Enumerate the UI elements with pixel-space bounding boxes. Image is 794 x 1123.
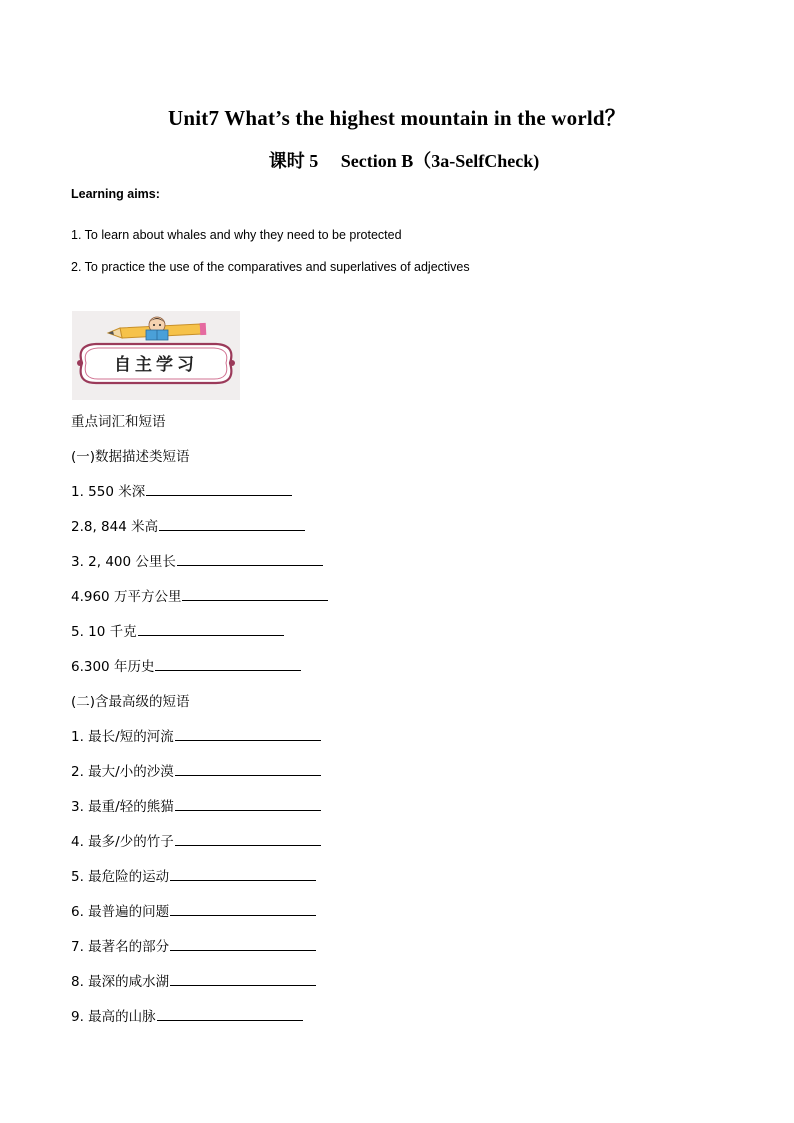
fill-in-prompt: 3. 2, 400 公里长 [71,554,176,570]
page-title: Unit7 What’s the highest mountain in the world？ [167,106,627,130]
answer-blank[interactable] [157,1007,303,1021]
answer-blank[interactable] [175,762,321,776]
fill-in-prompt: 2. 最大/小的沙漠 [71,764,174,780]
answer-blank[interactable] [146,482,292,496]
answer-blank[interactable] [182,587,328,601]
fill-in-item [71,867,316,887]
fill-in-prompt: 1. 最长/短的河流 [71,729,174,745]
fill-in-item [71,622,284,642]
answer-blank[interactable] [170,902,316,916]
fill-in-item [71,1007,303,1027]
fill-in-item [71,937,316,957]
fill-in-prompt: 4. 最多/少的竹子 [71,834,174,850]
fill-in-item [71,552,323,572]
learning-aim-item: 2. To practice the use of the comparatives and superlatives of adjectives [71,260,470,274]
fill-in-prompt: 6. 最普遍的问题 [71,904,170,920]
fill-in-item [71,482,292,502]
part1-heading: (一)数据描述类短语 [71,449,190,465]
answer-blank[interactable] [159,517,305,531]
answer-blank[interactable] [175,797,321,811]
fill-in-item [71,727,321,747]
self-study-banner-graphic [72,311,240,400]
fill-in-item [71,972,316,992]
fill-in-prompt: 6.300 年历史 [71,659,155,675]
banner-label: 自主学习 [114,355,198,375]
section-heading: 重点词汇和短语 [71,414,166,430]
fill-in-prompt: 7. 最著名的部分 [71,939,170,955]
fill-in-item [71,517,305,537]
part2-heading: (二)含最高级的短语 [71,694,190,710]
fill-in-prompt: 2.8, 844 米高 [71,519,159,535]
fill-in-item [71,797,321,817]
fill-in-item [71,762,321,782]
fill-in-prompt: 5. 最危险的运动 [71,869,170,885]
answer-blank[interactable] [175,727,321,741]
answer-blank[interactable] [170,937,316,951]
fill-in-item [71,832,321,852]
answer-blank[interactable] [138,622,284,636]
answer-blank[interactable] [155,657,301,671]
fill-in-item [71,902,316,922]
self-study-banner [72,311,240,400]
fill-in-prompt: 3. 最重/轻的熊猫 [71,799,174,815]
fill-in-prompt: 9. 最高的山脉 [71,1009,156,1025]
answer-blank[interactable] [175,832,321,846]
answer-blank[interactable] [170,867,316,881]
page-subtitle: 课时 5 Section B（3a-SelfCheck) [268,151,540,171]
answer-blank[interactable] [177,552,323,566]
fill-in-prompt: 4.960 万平方公里 [71,589,182,605]
fill-in-prompt: 5. 10 千克 [71,624,137,640]
answer-blank[interactable] [170,972,316,986]
learning-aims-heading: Learning aims: [71,187,160,201]
student-reading-pencil-icon [108,317,206,340]
fill-in-item [71,657,301,677]
fill-in-item [71,587,328,607]
learning-aim-item: 1. To learn about whales and why they need to be protected [71,228,402,242]
fill-in-prompt: 8. 最深的咸水湖 [71,974,170,990]
fill-in-prompt: 1. 550 米深 [71,484,146,500]
